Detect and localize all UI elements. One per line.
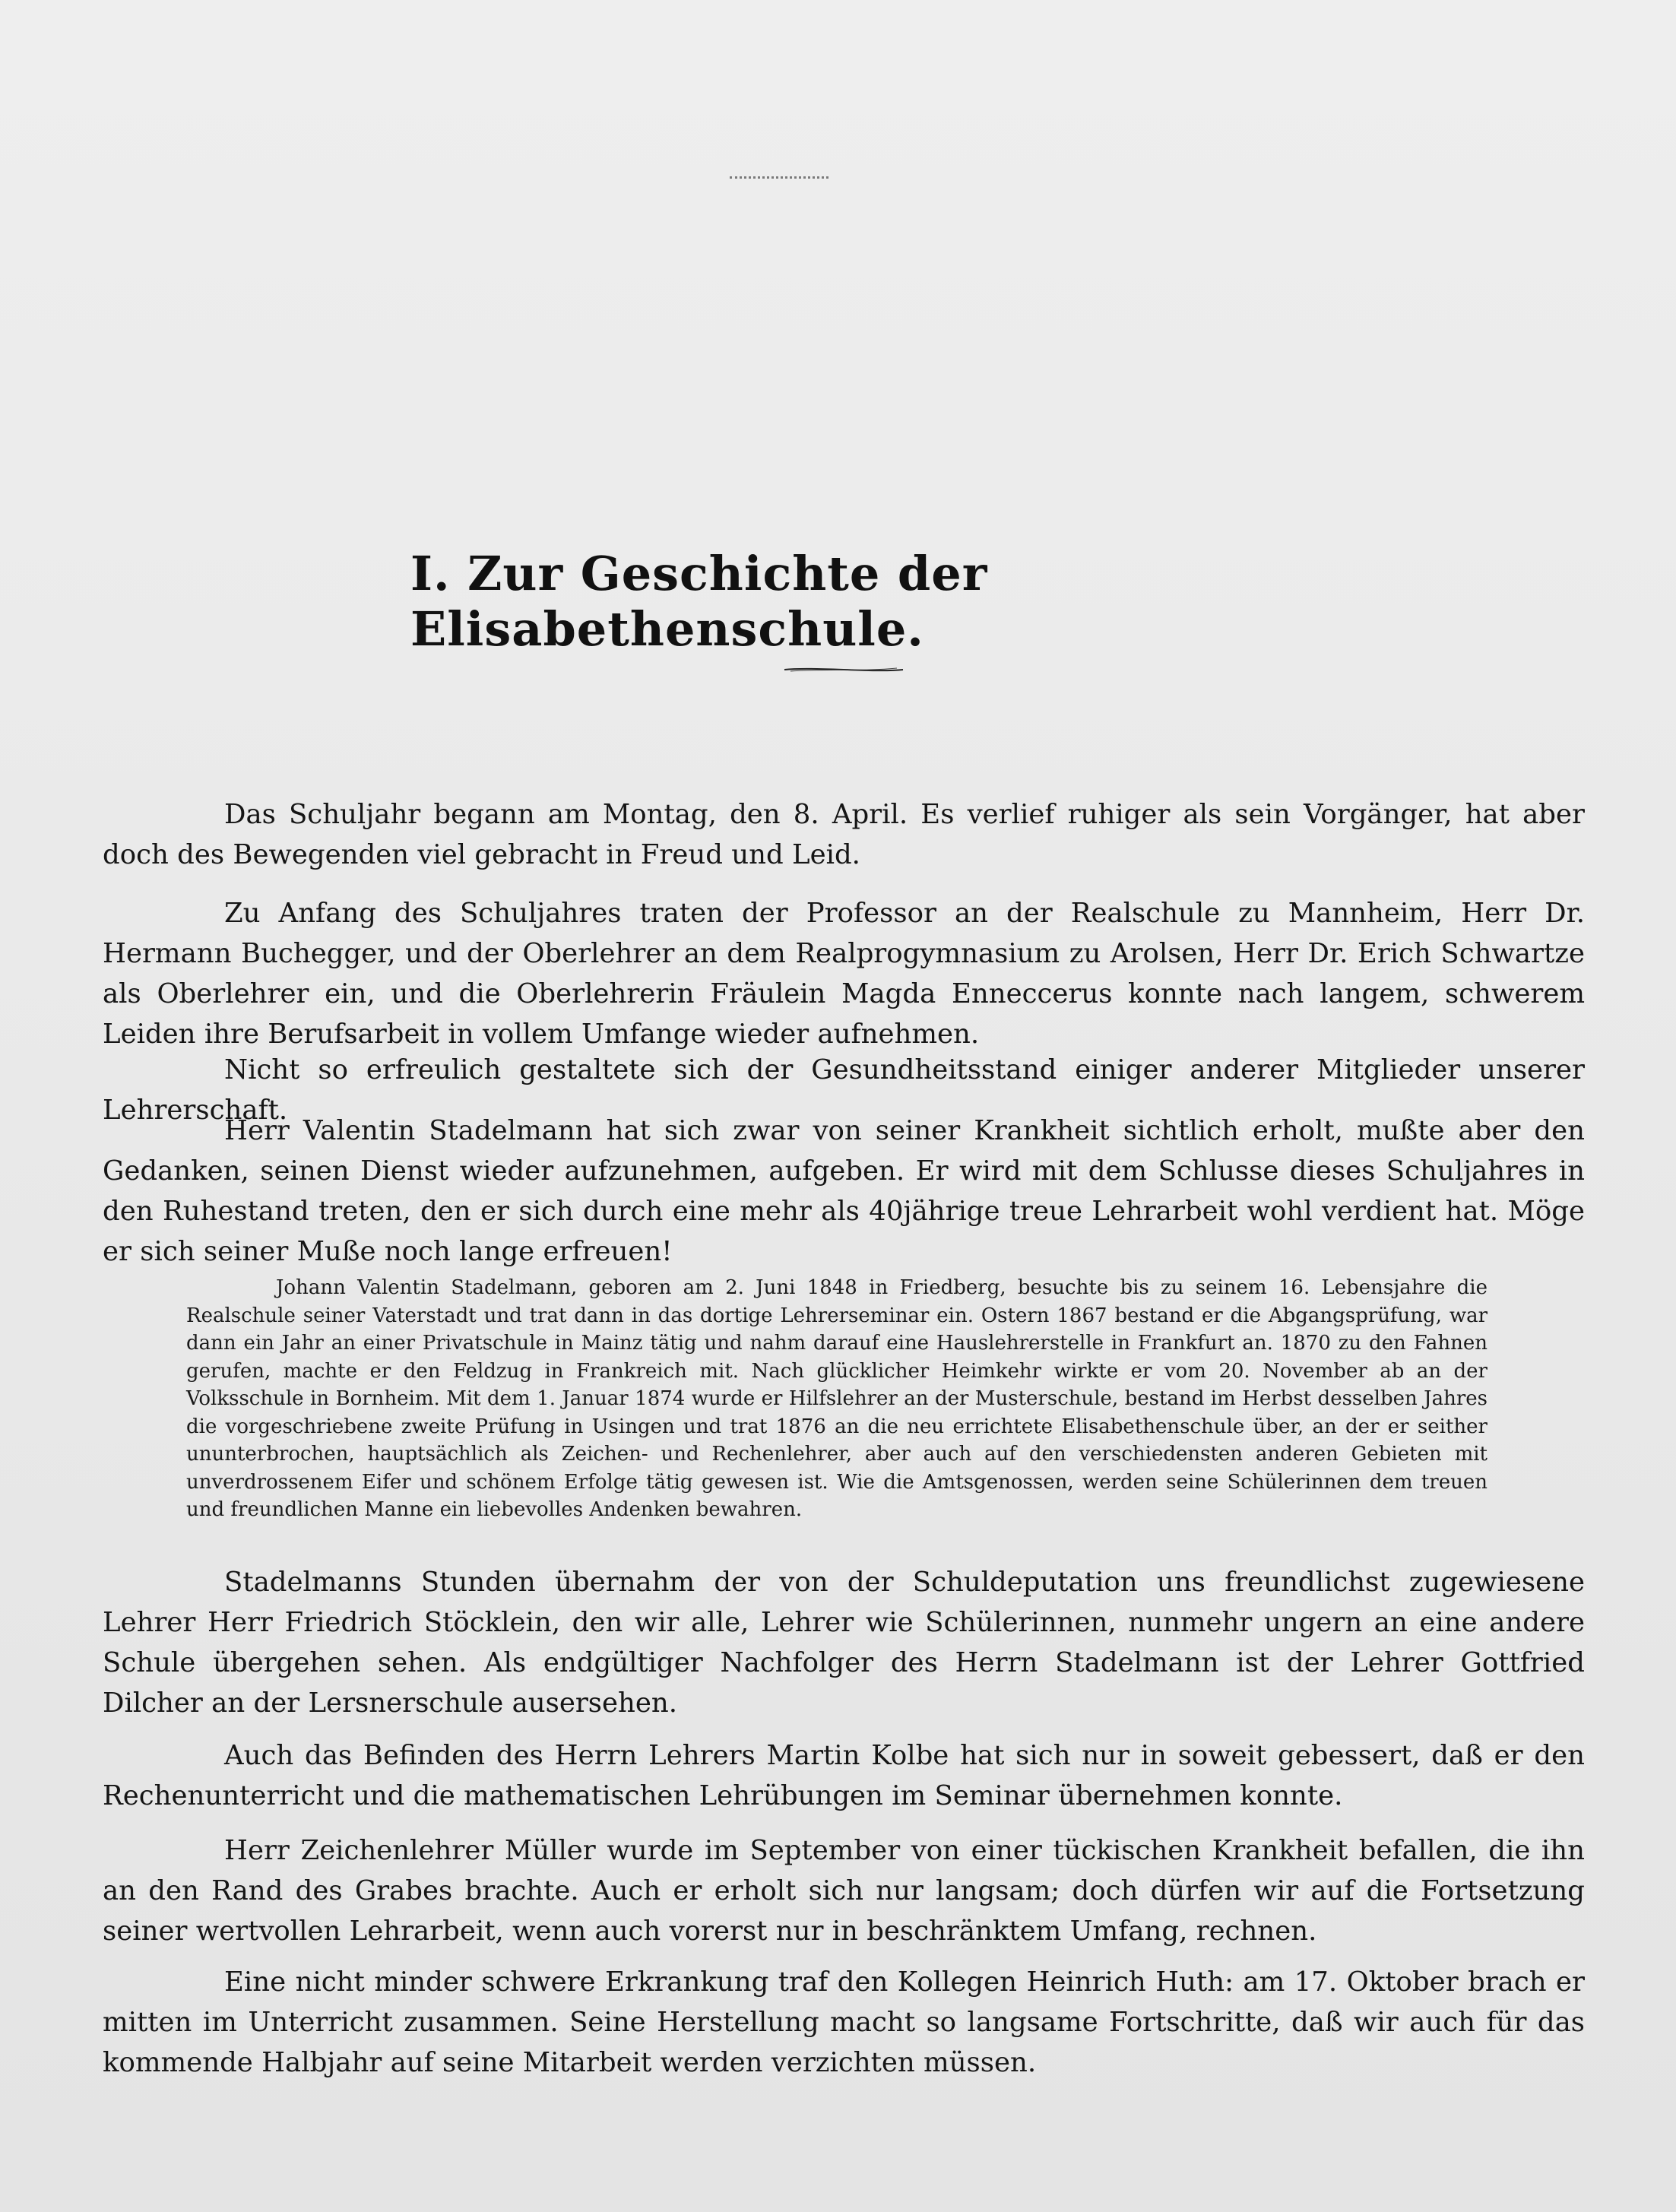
- paragraph-stadelmann: Herr Valentin Stadelmann hat sich zwar von seiner Krankheit sichtlich erholt, mußte aber den Gedanken, seinen Dienst wieder aufzunehmen, aufgeben. Er wird mit dem Schlusse dieses Schuljahres in den Ruhestand treten, den er sich durch eine mehr als 40jährige treue Lehrarbeit wohl verdient hat. Möge er sich seiner Muße noch lange erfreuen!: [103, 1115, 1585, 1267]
- footnote-stadelmann-biography: Johann Valentin Stadelmann, geboren am 2. Juni 1848 in Friedberg, besuchte bis zu seinem 16. Lebensjahre die Realschule seiner Vaterstadt und trat dann in das dortige Lehrerseminar ein. Ostern 1867 bestand er die Abgangsprüfung, war dann ein Jahr an einer Privatschule in Mainz tätig und nahm darauf eine Hauslehrerstelle in Frankfurt an. 1870 zu den Fahnen gerufen, machte er den Feldzug in Frankreich mit. Nach glücklicher Heimkehr wirkte er vom 20. November ab an der Volksschule in Bornheim. Mit dem 1. Januar 1874 wurde er Hilfslehrer an der Musterschule, bestand im Herbst desselben Jahres die vorgeschriebene zweite Prüfung in Usingen und trat 1876 an die neu errichtete Elisabethenschule über, an der er seither ununterbrochen, hauptsächlich als Zeichen- und Rechenlehrer, aber auch auf den verschiedensten anderen Gebieten mit unverdrossenem Eifer und schönem Erfolge tätig gewesen ist. Wie die Amtsgenossen, werden seine Schülerinnen dem treuen und freundlichen Manne ein liebevolles Andenken bewahren.: [186, 1276, 1487, 1521]
- paragraph-kolbe: Auch das Befinden des Herrn Lehrers Martin Kolbe hat sich nur in soweit gebessert, daß er den Rechenunterricht und die mathematischen Lehrübungen im Seminar übernehmen konnte.: [103, 1740, 1585, 1811]
- paragraph-mueller: Herr Zeichenlehrer Müller wurde im September von einer tückischen Krankheit befallen, die ihn an den Rand des Grabes brachte. Auch er erholt sich nur langsam; doch dürfen wir auf die Fortsetzung seiner wertvollen Lehrarbeit, wenn auch vorerst nur in beschränktem Umfang, rechnen.: [103, 1835, 1585, 1947]
- paragraph-stoecklein: Stadelmanns Stunden übernahm der von der Schuldeputation uns freundlichst zugewiesene Lehrer Herr Friedrich Stöcklein, den wir alle, Lehrer wie Schülerinnen, nunmehr ungern an eine andere Schule übergehen sehen. Als endgültiger Nachfolger des Herrn Stadelmann ist der Lehrer Gottfried Dilcher an der Lersnerschule ausersehen.: [103, 1567, 1585, 1719]
- paragraph-health: Nicht so erfreulich gestaltete sich der Gesundheitsstand einiger anderer Mitglieder unserer Lehrerschaft.: [103, 1054, 1585, 1126]
- paragraph-new-teachers: Zu Anfang des Schuljahres traten der Professor an der Realschule zu Mannheim, Herr Dr. Hermann Buchegger, und der Oberlehrer an dem Realprogymnasium zu Arolsen, Herr Dr. Erich Schwartze als Oberlehrer ein, und die Oberlehrerin Fräulein Magda Enneccerus konnte nach langem, schwerem Leiden ihre Berufsarbeit in vollem Umfange wieder aufnehmen.: [103, 898, 1585, 1050]
- chapter-title: I. Zur Geschichte der Elisabethenschule.: [410, 546, 988, 657]
- paragraph-school-year: Das Schuljahr begann am Montag, den 8. April. Es verlief ruhiger als sein Vorgänger, hat aber doch des Bewegenden viel gebracht in Freud und Leid.: [103, 799, 1585, 870]
- title-ornament-rule: [783, 666, 905, 673]
- paragraph-huth: Eine nicht minder schwere Erkrankung traf den Kollegen Heinrich Huth: am 17. Oktober brach er mitten im Unterricht zusammen. Seine Herstellung macht so langsame Fortschritte, daß wir auch für das kommende Halbjahr auf seine Mitarbeit werden verzichten müssen.: [103, 1966, 1585, 2078]
- header-dotted-rule: [730, 176, 828, 179]
